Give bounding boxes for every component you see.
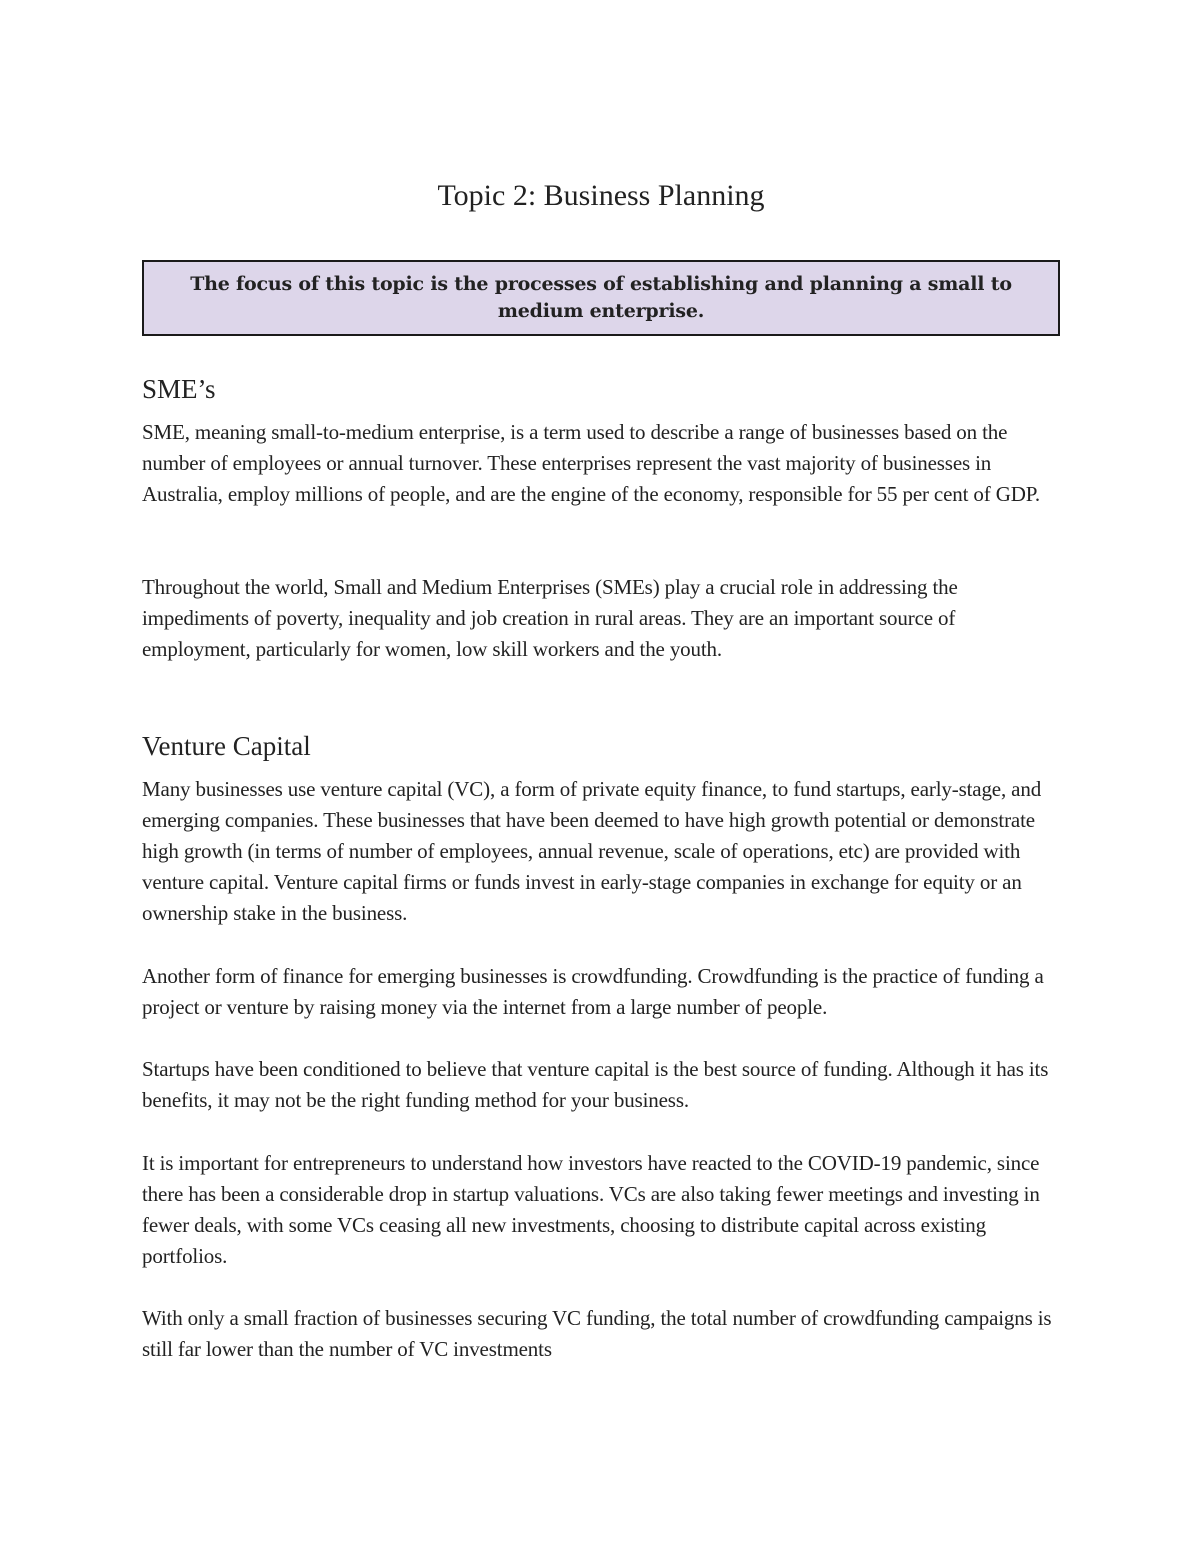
paragraph: Throughout the world, Small and Medium Enterprises (SMEs) play a crucial role in addressing the impediments of poverty, inequality and job creation in rural areas. They are an important source of employment, particularly for women, low skill workers and the youth. <box>142 575 958 661</box>
paragraph: It is important for entrepreneurs to understand how investors have reacted to the COVID-19 pandemic, since there has been a considerable drop in startup valuations. VCs are also taking fewer meetings and investing in fewer deals, with some VCs ceasing all new investments, choosing to distribute capital across existing portfolios. <box>142 1151 1040 1268</box>
paragraph: Many businesses use venture capital (VC), a form of private equity finance, to fund startups, early-stage, and emerging companies. These businesses that have been deemed to have high growth potential or demonstrate high growth (in terms of number of employees, annual revenue, scale of operations, etc) are provided with venture capital. Venture capital firms or funds invest in early-stage companies in exchange for equity or an ownership stake in the business. <box>142 777 1042 925</box>
paragraph: Another form of finance for emerging businesses is crowdfunding. Crowdfunding is the practice of funding a project or venture by raising money via the internet from a large number of people. <box>142 964 1044 1019</box>
focus-text: The focus of this topic is the processes of establishing and planning a small to medium enterprise. <box>190 273 1012 322</box>
paragraph: Startups have been conditioned to believe that venture capital is the best source of funding. Although it has its benefits, it may not be the right funding method for your business. <box>142 1057 1049 1112</box>
focus-callout <box>142 260 1060 336</box>
section-heading-venture-capital: Venture Capital <box>142 731 311 761</box>
paragraph: With only a small fraction of businesses securing VC funding, the total number of crowdfunding campaigns is still far lower than the number of VC investments <box>142 1306 1052 1361</box>
section-heading-smes: SME’s <box>142 374 216 404</box>
paragraph: SME, meaning small-to-medium enterprise, is a term used to describe a range of businesses based on the number of employees or annual turnover. These enterprises represent the vast majority of businesses in Australia, employ millions of people, and are the engine of the economy, responsible for 55 per cent of GDP. <box>142 420 1041 506</box>
page-title: Topic 2: Business Planning <box>437 179 765 212</box>
